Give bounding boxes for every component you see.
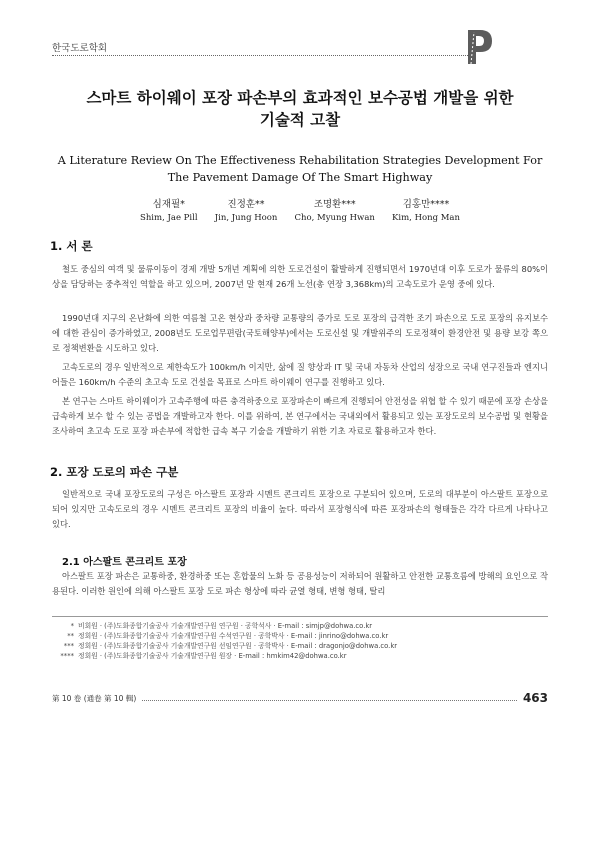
author-name-korean: 조명환*** xyxy=(313,199,356,210)
section-heading-pavement-damage: 2. 포장 도로의 파손 구분 xyxy=(50,465,179,479)
author-name-korean: 김홍만**** xyxy=(402,199,450,210)
author xyxy=(140,196,198,223)
paragraph: 아스팔트 포장 파손은 교통하중, 환경하중 또는 혼합물의 노화 등 공용성능이 저하되어 원활하고 안전한 교통흐름에 방해의 요인으로 작용된다. 이러한 원인에 의해 아스팔트 포장 도로 파손 형상에 따라 균열 형태, 변형 형태, 탈리 xyxy=(52,571,548,597)
title-korean-line-1: 스마트 하이웨이 포장 파손부의 효과적인 보수공법 개발을 위한 xyxy=(86,89,514,107)
footnote xyxy=(52,641,548,651)
paper-title-korean xyxy=(40,87,560,131)
title-korean-line-2: 기술적 고찰 xyxy=(259,111,341,129)
page-footer xyxy=(52,690,548,706)
subsection-heading-asphalt: 2.1 아스팔트 콘크리트 포장 xyxy=(62,557,187,568)
author xyxy=(295,196,375,223)
footnote-mark: *** xyxy=(63,642,74,650)
author-name-english: Shim, Jae Pill xyxy=(140,213,198,223)
paragraph: 철도 중심의 여객 및 물류이동이 경제 개발 5개년 계획에 의한 도로건설이 활발하게 진행되면서 1970년대 이후 도로가 물류의 80%이상을 담당하는 중추적인 역할을 하고 있으며, 2007년 말 현재 26개 노선(총 연장 3,368km)의 고속도로가 운영 중에 있다. xyxy=(52,264,548,290)
header-divider xyxy=(52,55,468,56)
author-name-english: Jin, Jung Hoon xyxy=(214,213,278,223)
society-logo-icon xyxy=(462,26,494,66)
footnote-mark: ** xyxy=(67,632,74,640)
title-english-line-2: The Pavement Damage Of The Smart Highway xyxy=(167,171,433,184)
journal-volume: 第 10 卷 (通卷 第 10 輯) xyxy=(52,693,137,703)
author-name-korean: 진정훈** xyxy=(227,199,265,210)
author-name-english: Kim, Hong Man xyxy=(392,213,460,223)
author xyxy=(392,196,460,223)
paragraph: 일반적으로 국내 포장도로의 구성은 아스팔트 포장과 시멘트 콘크리트 포장으로 구분되어 있으며, 도로의 대부분이 아스팔트 포장으로 되어 있지만 고속도로의 경우 시멘트 콘크리트 포장의 비율이 높다. 따라서 포장형식에 따른 포장파손의 형태들은 각각 다르게 나타나고 있다. xyxy=(52,489,548,530)
author-name-english: Cho, Myung Hwan xyxy=(294,213,375,223)
footnote-text: 비회원 · (주)도화종합기술공사 기술개발연구원 연구원 · 공학석사 · E-mail : simjp@dohwa.co.kr xyxy=(78,622,373,630)
society-name: 한국도로학회 xyxy=(52,43,108,54)
footnote-text: 정회원 · (주)도화종합기술공사 기술개발연구원 수석연구원 · 공학박사 · E-mail : jinrino@dohwa.co.kr xyxy=(78,632,389,640)
footnote-text: 정회원 · (주)도화종합기술공사 기술개발연구원 선임연구원 · 공학박사 · E-mail : dragonjo@dohwa.co.kr xyxy=(78,642,398,650)
footnote-divider xyxy=(52,616,548,617)
author xyxy=(215,196,278,223)
author-name-korean: 심재필* xyxy=(152,199,185,210)
footnote-mark: **** xyxy=(60,652,74,660)
page-number: 463 xyxy=(522,691,548,705)
footnote xyxy=(52,631,548,641)
paragraph: 1990년대 지구의 온난화에 의한 여름철 고온 현상과 중차량 교통량의 증가로 도로 포장의 급격한 조기 파손으로 도로 포장의 유지보수에 대한 관심이 증가하였고, 2008년도 도로업무편람(국토해양부)에서는 도로신설 및 개발위주의 도로정책이 환경안전 및 용량 보강 쪽으로 정책변환을 시도하고 있다. xyxy=(52,313,548,354)
author-footnotes xyxy=(52,621,548,661)
footnote xyxy=(52,621,548,631)
footnote xyxy=(52,651,548,661)
paragraph: 고속도로의 경우 일반적으로 제한속도가 100km/h 이지만, 삶에 질 향상과 IT 및 국내 자동차 산업의 성장으로 국내 연구진들과 엔지니어들은 160km/h 수준의 초고속 도로 건설을 목표로 스마트 하이웨이 연구를 진행하고 있다. xyxy=(52,362,548,388)
paper-title-english xyxy=(40,152,560,186)
paragraph: 본 연구는 스마트 하이웨이가 고속주행에 따른 충격하중으로 포장파손이 빠르게 진행되어 안전성을 위협 할 수 있기 때문에 포장 손상을 급속하게 보수 할 수 있는 공법을 개발하고자 한다. 이를 위하여, 본 연구에서는 국내외에서 활용되고 있는 포장도로의 보수공법 및 현황을 조사하여 초고속 도로 포장 파손부에 적합한 급속 복구 기술을 개발하기 위한 기초 자료로 활용하고자 한다. xyxy=(52,396,548,437)
footnote-mark: * xyxy=(70,622,74,630)
footnote-text: 정회원 · (주)도화종합기술공사 기술개발연구원 원장 · E-mail : hmkim42@dohwa.co.kr xyxy=(78,652,347,660)
author-list xyxy=(140,196,460,223)
title-english-line-1: A Literature Review On The Effectiveness Rehabilitation Strategies Development For xyxy=(57,154,543,167)
dotted-leader xyxy=(142,700,517,701)
section-heading-introduction: 1. 서 론 xyxy=(50,239,93,253)
